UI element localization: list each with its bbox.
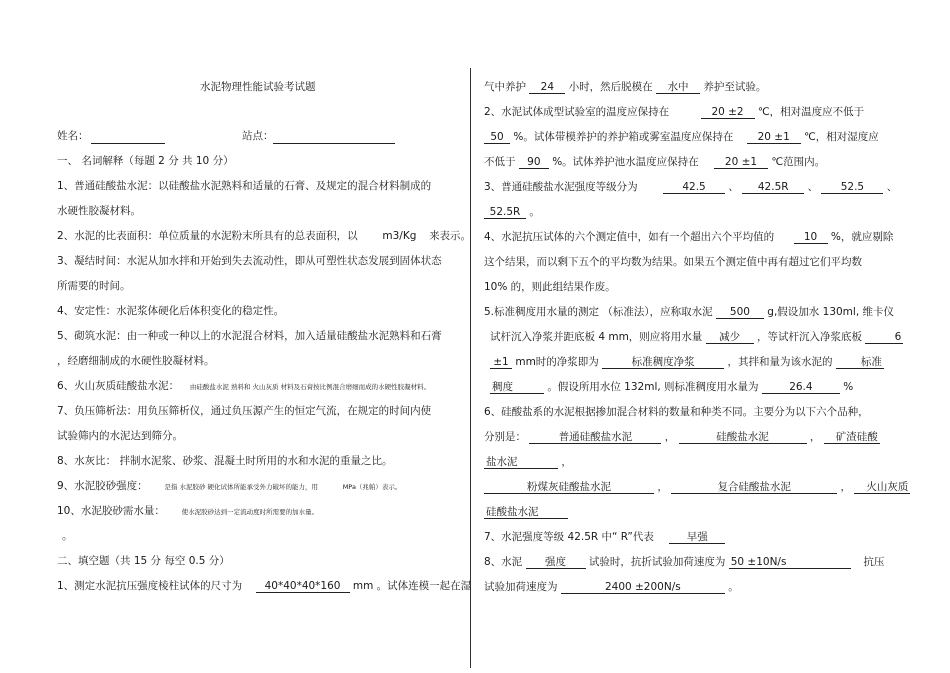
fill1-cure-answer[interactable]: 水中 — [656, 81, 700, 94]
fill6-comma-5: ， — [840, 481, 852, 493]
q8-line: 8、水灰比： 拌制水泥浆、砂浆、混凝土时所用的水和水泥的重量之比。 — [57, 455, 393, 467]
fill5-depth-answer[interactable]: 6 — [865, 331, 903, 344]
fill5-tolerance-answer[interactable]: ±1 — [490, 356, 512, 369]
fill5-l3-mid: mm时的净浆即为 — [515, 356, 599, 368]
q1-line1: 1、普通硅酸盐水泥：以硅酸盐水泥熟料和适量的石膏、及规定的混合材料制成的 — [57, 180, 432, 192]
fill3-line2 — [484, 205, 540, 219]
q2-text: 2、水泥的比表面积：单位质量的水泥粉末所具有的总表面积，以 — [57, 230, 358, 242]
fill8-mid: 试验时，抗折试验加荷速度为 — [588, 556, 726, 568]
fill2-line2 — [484, 130, 879, 144]
fill7-text: 7、水泥强度等级 42.5R 中“ R”代表 — [484, 531, 654, 543]
fill6-type-4[interactable]: 粉煤灰硅酸盐水泥 — [484, 481, 654, 494]
fill5-standard-answer[interactable]: 标准 — [836, 356, 884, 369]
fill6-text: 分别是： — [484, 431, 526, 443]
fill5-l3-tail: ，其拌和量为该水泥的 — [727, 356, 833, 368]
q10-definition: 使水泥胶砂达到一定流动度时所需要的加水量。 — [181, 508, 319, 516]
q1-line2: 水硬性胶凝材料。 — [57, 205, 141, 217]
fill1-text: 1、测定水泥抗压强度棱柱试体的尺寸为 — [57, 580, 243, 592]
q6-label: 6、火山灰质硅酸盐水泥： — [57, 380, 180, 392]
fill1-cont-mid: 小时，然后脱模在 — [568, 81, 653, 93]
fill2-mid3: ℃，相对湿度应 — [804, 131, 879, 143]
fill8-test-answer[interactable]: 强度 — [526, 556, 586, 569]
fill8-l2-text: 试验加荷速度为 — [484, 581, 558, 593]
fill7-answer[interactable]: 早强 — [669, 531, 725, 544]
fill3-grade-3[interactable]: 52.5 — [821, 181, 883, 194]
q4-line: 4、安定性：水泥浆体硬化后体积变化的稳定性。 — [57, 305, 285, 317]
fill6-type-3b[interactable]: 盐水泥 — [484, 456, 558, 469]
fill2-text: 2、水泥试体成型试验室的温度应保持在 — [484, 106, 670, 118]
fill5-text: 5.标准稠度用水量的测定 （标准法），应称取水泥 — [484, 306, 713, 318]
fill2-water-temp-answer[interactable]: 20 ±1 — [714, 156, 768, 169]
fill5-result-answer[interactable]: 26.4 — [762, 381, 840, 394]
fill4-tail: %，就应剔除 — [830, 231, 894, 243]
fill5-cement-answer[interactable]: 500 — [716, 306, 764, 319]
fill2-temp-answer[interactable]: 20 ±2 — [701, 106, 755, 119]
fill5-line4 — [490, 380, 853, 394]
fill8-line1 — [484, 555, 884, 569]
fill5-mid: g,假设加水 130ml, 维卡仪 — [767, 306, 894, 318]
fill3-sep-2: 、 — [807, 181, 819, 193]
fill7-line — [484, 530, 725, 544]
fill2-line3 — [484, 155, 825, 169]
fill8-line2 — [484, 580, 739, 594]
fill4-line3: 10% 的，则此组结果作废。 — [484, 281, 616, 293]
fill3-line1 — [484, 180, 897, 194]
fill3-text: 3、普通硅酸盐水泥强度等级分为 — [484, 181, 638, 193]
q6-definition: 由硅酸盐水泥 熟料和 火山灰质 材料及石膏按比例混合磨细而成的水硬性胶凝材料。 — [189, 383, 431, 391]
fill8-flex-rate-answer[interactable]: 50 ±10N/s — [729, 556, 851, 569]
fill6-type-1[interactable]: 普通硅酸盐水泥 — [529, 431, 661, 444]
fill5-line3 — [490, 355, 884, 369]
fill2-pre3: 不低于 — [484, 156, 516, 168]
fill1-tail: mm 。试体连模一起在湿 — [352, 580, 472, 592]
q9-unit: MPa（兆帕）表示。 — [342, 483, 402, 491]
fill8-period: 。 — [728, 581, 739, 593]
fill2-tail: ℃范围内。 — [771, 156, 826, 168]
q9-line — [57, 479, 401, 494]
fill6-line5 — [484, 505, 568, 519]
name-blank[interactable] — [91, 131, 165, 144]
fill2-humidity-answer[interactable]: 50 — [484, 131, 510, 144]
stray-period: 。 — [62, 530, 73, 542]
fill6-type-2[interactable]: 硅酸盐水泥 — [679, 431, 807, 444]
fill3-sep-3: 、 — [886, 181, 898, 193]
fill1-hours-answer[interactable]: 24 — [529, 81, 565, 94]
q5-line2: ，经磨细制成的水硬性胶凝材料。 — [57, 355, 215, 367]
fill2-box-temp-answer[interactable]: 20 ±1 — [747, 131, 801, 144]
q10-line — [57, 504, 318, 519]
fill5-line2 — [490, 330, 903, 344]
fill6-comma-4: ， — [657, 481, 668, 493]
fill6-type-6b[interactable]: 硅酸盐水泥 — [484, 506, 568, 519]
fill3-sep-1: 、 — [728, 181, 739, 193]
fill5-paste-answer[interactable]: 标准稠度净浆 — [602, 356, 724, 369]
fill5-line1 — [484, 305, 894, 319]
section1-heading: 一、 名词解释（每题 2 分 共 10 分） — [57, 155, 234, 167]
section2-heading: 二、填空题（共 15 分 每空 0.5 分） — [57, 555, 230, 567]
fill4-answer[interactable]: 10 — [794, 231, 828, 244]
q7-line2: 试验筛内的水泥达到筛分。 — [57, 430, 183, 442]
fill2-mid2: %。试体带模养护的养护箱或雾室温度应保持在 — [513, 131, 734, 143]
fill6-comma-1: ， — [664, 431, 676, 443]
q2-line — [57, 229, 471, 243]
fill4-text: 4、水泥抗压试体的六个测定值中，如有一个超出六个平均值的 — [484, 231, 775, 243]
fill8-comp-rate-answer[interactable]: 2400 ±200N/s — [561, 581, 725, 594]
fill1-cont-line — [484, 80, 766, 94]
fill6-type-3a[interactable]: 矿渣硅酸 — [824, 431, 880, 444]
station-label: 站点： — [242, 130, 274, 142]
fill4-line1 — [484, 230, 893, 244]
fill5-water-answer[interactable]: 减少 — [706, 331, 754, 344]
station-blank[interactable] — [273, 131, 395, 144]
fill1-answer[interactable]: 40*40*40*160 — [256, 580, 350, 593]
q9-label: 9、水泥胶砂强度： — [57, 480, 148, 492]
name-label: 姓名： — [57, 130, 89, 142]
fill6-comma-2: ， — [809, 431, 821, 443]
fill6-line4 — [484, 480, 910, 494]
fill1-cont-tail: 养护至试验。 — [703, 81, 767, 93]
q6-line — [57, 379, 430, 394]
q9-definition: 是指 水泥胶砂 硬化试体所能承受外力破坏的能力，用 — [164, 483, 319, 491]
fill8-text: 8、水泥 — [484, 556, 523, 568]
fill2-box-humidity-answer[interactable]: 90 — [519, 156, 549, 169]
fill8-tail: 抗压 — [863, 556, 885, 568]
fill3-grade-1[interactable]: 42.5 — [663, 181, 725, 194]
fill5-l4-tail: % — [843, 381, 854, 393]
q2-tail: 来表示。 — [429, 230, 472, 242]
fill2-mid4: %。试体养护池水温度应保持在 — [552, 156, 699, 168]
q10-label: 10、水泥胶砂需水量： — [57, 505, 165, 517]
fill5-l2-tail: ，等试杆沉入净浆底板 — [757, 331, 862, 343]
fill6-line2 — [484, 430, 880, 444]
fill1-line — [57, 579, 471, 593]
fill6-comma-3: ， — [561, 456, 572, 468]
fill6-line3 — [484, 455, 572, 469]
fill3-period: 。 — [529, 206, 540, 218]
fill5-l4-mid: 。假设所用水位 132ml, 则标准稠度用水量为 — [547, 381, 759, 393]
q3-line2: 所需要的时间。 — [57, 280, 131, 292]
fill5-consistency-answer[interactable]: 稠度 — [490, 381, 544, 394]
fill5-l2-text: 试杆沉入净浆并距底板 4 mm，则应将用水量 — [490, 331, 703, 343]
fill3-grade-4[interactable]: 52.5R — [484, 206, 526, 219]
fill2-mid: ℃，相对温度应不低于 — [757, 106, 865, 118]
q7-line1: 7、负压筛析法：用负压筛析仪，通过负压源产生的恒定气流，在规定的时间内使 — [57, 405, 432, 417]
q5-line1: 5、砌筑水泥：由一种或一种以上的水泥混合材料，加入适量硅酸盐水泥熟料和石膏 — [57, 330, 442, 342]
fill3-grade-2[interactable]: 42.5R — [742, 181, 804, 194]
column-divider — [470, 68, 471, 668]
fill1-cont-text: 气中养护 — [484, 81, 526, 93]
fill6-type-5[interactable]: 复合硅酸盐水泥 — [671, 481, 837, 494]
fill2-line1 — [484, 105, 864, 119]
exam-title: 水泥物理性能试验考试题 — [200, 81, 316, 93]
fill4-line2: 这个结果，而以剩下五个的平均数为结果。如果五个测定值中再有超过它们平均数 — [484, 256, 862, 268]
q2-unit: m3/Kg — [382, 230, 417, 242]
fill6-type-6a[interactable]: 火山灰质 — [854, 481, 910, 494]
q3-line1: 3、凝结时间：水泥从加水拌和开始到失去流动性，即从可塑性状态发展到固体状态 — [57, 255, 442, 267]
fill6-line1: 6、硅酸盐系的水泥根据掺加混合材料的数量和种类不同。主要分为以下六个品种， — [484, 406, 869, 418]
